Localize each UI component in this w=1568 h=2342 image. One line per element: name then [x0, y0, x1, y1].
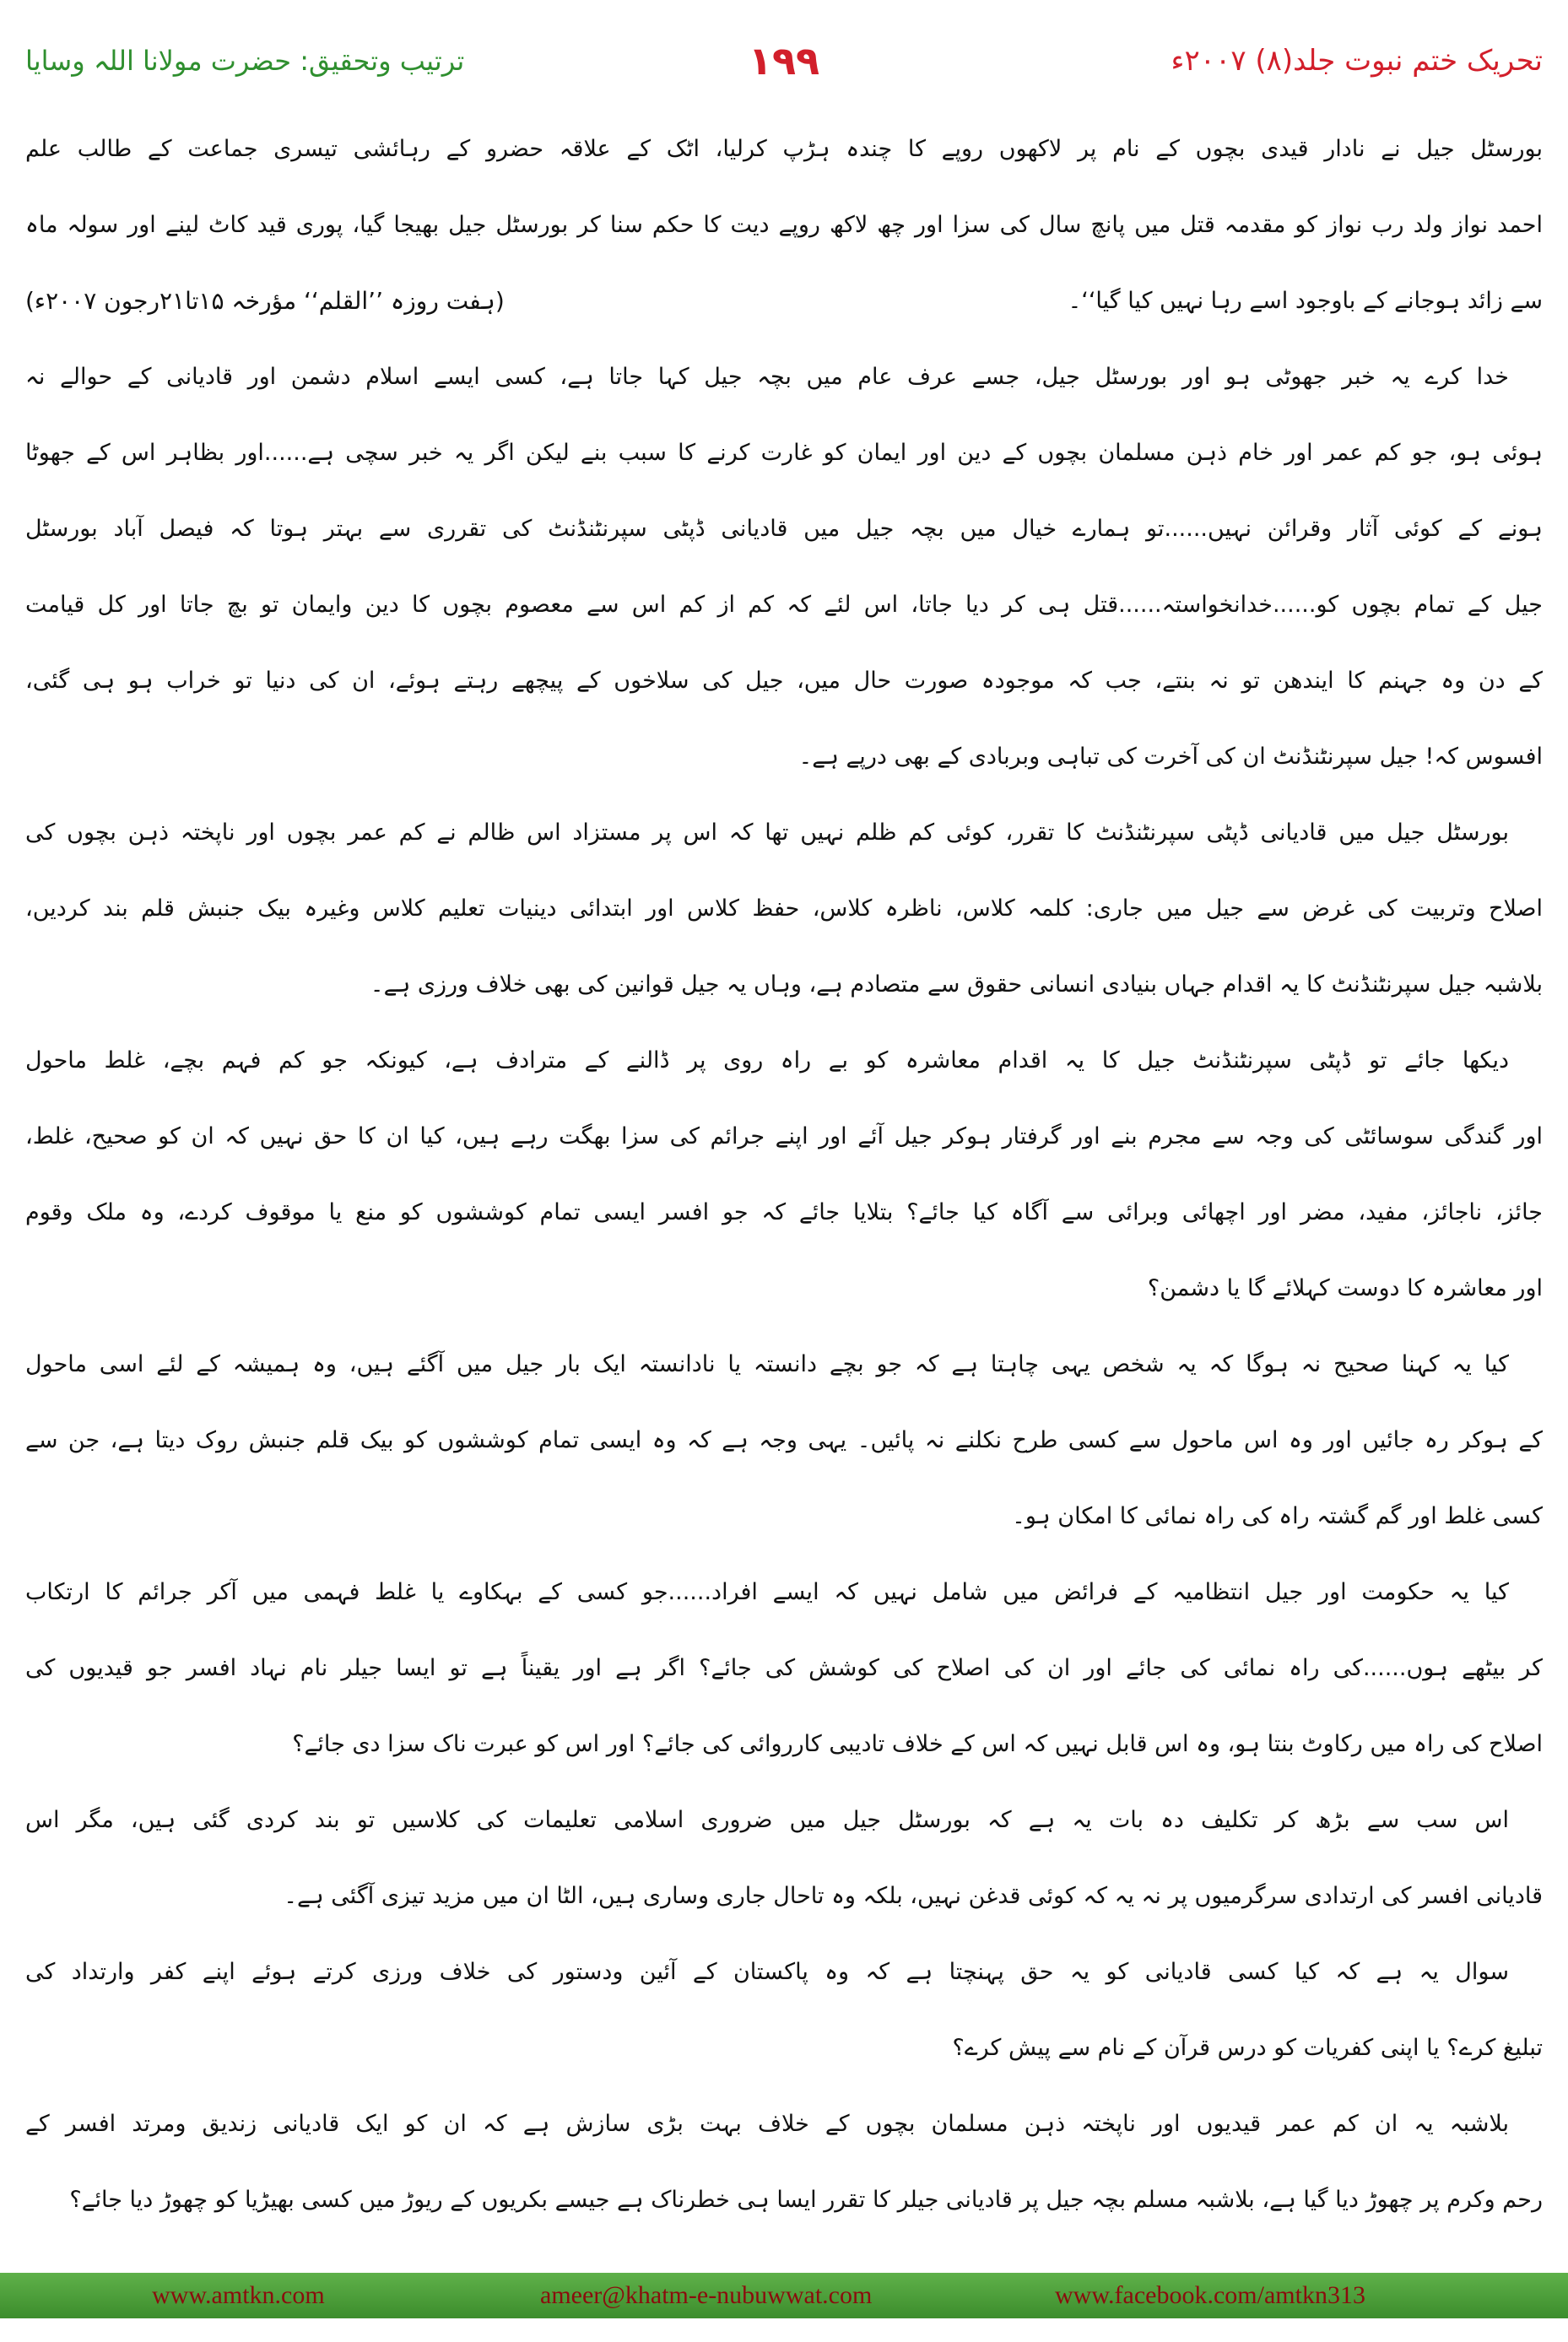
body-line: بلاشبہ یہ ان کم عمر قیدیوں اور ناپختہ ذہن مسلمان بچوں کے خلاف بہت بڑی سازش ہے کہ ان کو ایک قادیانی زندیق ومرتد افسر کے	[25, 2111, 1509, 2137]
body-line: کے ہوکر رہ جائیں اور وہ اس ماحول سے کسی طرح نکلنے نہ پائیں۔ یہی وجہ ہے کہ وہ ایسی تمام کوششوں کو بیک قلم جنبش روک دیتا ہے، جن سے	[25, 1427, 1543, 1453]
body-line: کیا یہ کہنا صحیح نہ ہوگا کہ یہ شخص یہی چاہتا ہے کہ جو بچے دانستہ یا نادانستہ ایک بار جیل میں آگئے ہیں، وہ ہمیشہ کے لئے اسی ماحول	[25, 1351, 1509, 1377]
body-line: دیکھا جائے تو ڈپٹی سپرنٹنڈنٹ جیل کا یہ اقدام معاشرہ کو بے راہ روی پر ڈالنے کے مترادف ہے، کیونکہ جو کم فہم بچے، غلط ماحول	[25, 1047, 1509, 1074]
email-link[interactable]: ameer@khatm-e-nubuwwat.com	[540, 2281, 873, 2309]
body-line: اور گندگی سوسائٹی کی وجہ سے مجرم بنے اور گرفتار ہوکر جیل آئے اور اپنے جرائم کی سزا بھگت رہے ہیں، کیا ان کا حق نہیں کہ ان کو صحیح، غلط،	[25, 1123, 1543, 1149]
body-line: ہونے کے کوئی آثار وقرائن نہیں......تو ہمارے خیال میں بچہ جیل میں قادیانی ڈپٹی سپرنٹنڈنٹ کی تقرری سے بہتر ہوتا کہ فیصل آباد بورسٹل	[25, 516, 1543, 542]
body-line: اصلاح وتربیت کی غرض سے جیل میں جاری: کلمہ کلاس، ناظرہ کلاس، حفظ کلاس اور ابتدائی دینیات تعلیم کلاس وغیرہ بیک جنبش قلم بند کردیں،	[25, 895, 1543, 922]
body-line: اصلاح کی راہ میں رکاوٹ بنتا ہو، وہ اس قابل نہیں کہ اس کے خلاف تادیبی کارروائی کی جائے؟ اور اس کو عبرت ناک سزا دی جائے؟	[292, 1731, 1543, 1757]
body-line: ہوئی ہو، جو کم عمر اور خام ذہن مسلمان بچوں کے دین اور ایمان کو غارت کرنے کا سبب بنے لیکن اگر یہ خبر سچی ہے......اور بظاہر اس کے جھوٹا	[25, 440, 1543, 466]
body-line: خدا کرے یہ خبر جھوٹی ہو اور بورسٹل جیل، جسے عرف عام میں بچہ جیل کہا جاتا ہے، کسی ایسے اسلام دشمن اور قادیانی کے حوالے نہ	[25, 364, 1509, 390]
body-line: کر بیٹھے ہوں......کی راہ نمائی کی جائے اور ان کی اصلاح کی کوشش کی جائے؟ اگر ہے اور یقیناً ہے تو ایسا جیلر نام نہاد افسر جو قیدیوں کی	[25, 1655, 1543, 1681]
body-line: بورسٹل جیل میں قادیانی ڈپٹی سپرنٹنڈنٹ کا تقرر، کوئی کم ظلم نہیں تھا کہ اس پر مستزاد اس ظالم نے کم عمر بچوں اور ناپختہ ذہن بچوں کی	[25, 819, 1509, 846]
body-line: قادیانی افسر کی ارتدادی سرگرمیوں پر نہ یہ کہ کوئی قدغن نہیں، بلکہ وہ تاحال جاری وساری ہیں، الٹا ان میں مزید تیزی آگئی ہے۔	[284, 1883, 1543, 1909]
body-line: جیل کے تمام بچوں کو......خدانخواستہ......قتل ہی کر دیا جاتا، اس لئے کہ کم از کم اس سے معصوم بچوں کا دین وایمان تو بچ جاتا اور کل قیامت	[25, 592, 1543, 618]
page-number: ۱۹۹	[748, 38, 820, 84]
body-line: کیا یہ حکومت اور جیل انتظامیہ کے فرائض میں شامل نہیں کہ ایسے افراد......جو کسی کے بہکاوے یا غلط فہمی میں آکر جرائم کا ارتکاب	[25, 1579, 1509, 1605]
body-line: تبلیغ کرے؟ یا اپنی کفریات کو درس قرآن کے نام سے پیش کرے؟	[952, 2035, 1543, 2061]
body-line: اس سب سے بڑھ کر تکلیف دہ بات یہ ہے کہ بورسٹل جیل میں ضروری اسلامی تعلیمات کی کلاسیں تو بند کردی گئی ہیں، مگر اس	[25, 1807, 1509, 1833]
page-body	[25, 111, 1543, 2238]
body-line: جائز، ناجائز، مفید، مضر اور اچھائی وبرائی سے آگاہ کیا جائے؟ بتلایا جائے کہ جو افسر ایسی تمام کوششوں کو منع یا موقوف کردے، وہ ملک وقوم	[25, 1199, 1543, 1225]
body-line: احمد نواز ولد رب نواز کو مقدمہ قتل میں پانچ سال کی سزا اور چھ لاکھ روپے دیت کا حکم سنا کر بورسٹل جیل بھیجا گیا، پوری قید کاٹ لینے اور سولہ ماہ	[25, 212, 1543, 238]
body-line: سے زائد ہوجانے کے باوجود اسے رہا نہیں کیا گیا‘‘۔	[1068, 288, 1543, 314]
facebook-link[interactable]: www.facebook.com/amtkn313	[1055, 2281, 1365, 2309]
body-line: بورسٹل جیل نے نادار قیدی بچوں کے نام پر لاکھوں روپے کا چندہ ہڑپ کرلیا، اٹک کے علاقہ حضرو کے رہائشی تیسری جماعت کے طالب علم	[25, 136, 1543, 162]
footer-band	[0, 2273, 1568, 2318]
body-line: کسی غلط اور گم گشتہ راہ کی راہ نمائی کا امکان ہو۔	[1012, 1503, 1543, 1529]
body-line: اور معاشرہ کا دوست کہلائے گا یا دشمن؟	[1147, 1275, 1543, 1301]
body-line: بلاشبہ جیل سپرنٹنڈنٹ کا یہ اقدام جہاں بنیادی انسانی حقوق سے متصادم ہے، وہاں یہ جیل قوانین کی بھی خلاف ورزی ہے۔	[370, 971, 1543, 998]
body-line: افسوس کہ! جیل سپرنٹنڈنٹ ان کی آخرت کی تباہی وبربادی کے بھی درپے ہے۔	[798, 744, 1543, 770]
website-link[interactable]: www.amtkn.com	[152, 2281, 325, 2309]
compiler-credit: ترتیب وتحقیق: حضرت مولانا اللہ وسایا	[25, 45, 465, 77]
source-citation: (ہفت روزہ ’’القلم‘‘ مؤرخہ ۱۵تا۲۱رجون ۲۰۰۷ء)	[25, 287, 505, 315]
book-title: تحریک ختم نبوت جلد(۸) ۲۰۰۷ء	[1171, 44, 1543, 78]
body-line: سوال یہ ہے کہ کیا کسی قادیانی کو یہ حق پہنچتا ہے کہ وہ پاکستان کے آئین ودستور کی خلاف ورزی کرتے ہوئے اپنے کفر وارتداد کی	[25, 1959, 1509, 1985]
body-line: رحم وکرم پر چھوڑ دیا گیا ہے، بلاشبہ مسلم بچہ جیل پر قادیانی جیلر کا تقرر ایسا ہی خطرناک ہے جیسے بکریوں کے ریوڑ میں کسی بھیڑیا کو چھوڑ دیا جائے؟	[69, 2187, 1543, 2213]
body-line: کے دن وہ جہنم کا ایندھن تو نہ بنتے، جب کہ موجودہ صورت حال میں، جیل کی سلاخوں کے پیچھے رہتے ہوئے، ان کی دنیا تو خراب ہو ہی گئی،	[25, 668, 1543, 694]
body-line-with-citation	[25, 263, 1543, 339]
